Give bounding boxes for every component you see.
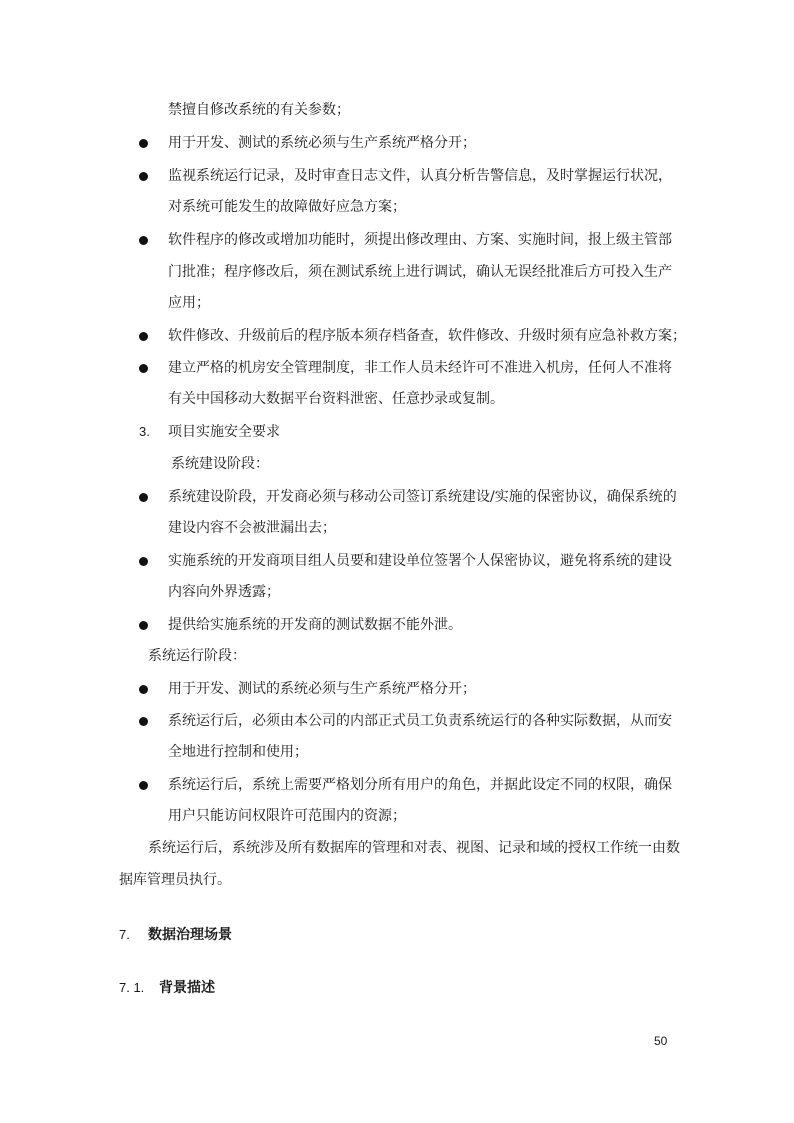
bullet-icon (139, 685, 148, 694)
page-number: 50 (654, 1034, 668, 1048)
phase-label-run: 系统运行阶段： (148, 648, 246, 664)
list-item: 系统运行后，系统上需要严格划分所有用户的角色，并据此设定不同的权限，确保 (168, 777, 672, 793)
bullet-icon (139, 781, 148, 790)
section-number: 7. (119, 927, 130, 942)
bullet-icon (139, 172, 148, 181)
continuation-line: 禁擅自修改系统的有关参数； (168, 102, 350, 118)
bullet-icon (139, 236, 148, 245)
subsection-number: 7. 1. (119, 980, 145, 995)
bullet-icon (139, 621, 148, 630)
list-item: 用于开发、测试的系统必须与生产系统严格分开； (168, 135, 476, 151)
list-item: 提供给实施系统的开发商的测试数据不能外泄。 (168, 617, 462, 633)
list-item: 软件修改、升级前后的程序版本须存档备查，软件修改、升级时须有应急补救方案； (168, 328, 686, 344)
list-item-continuation: 用户只能访问权限许可范围内的资源； (168, 808, 406, 824)
list-item-continuation: 建设内容不会被泄漏出去； (168, 520, 336, 536)
list-item-continuation: 应用； (168, 295, 210, 311)
bullet-icon (139, 717, 148, 726)
list-item-continuation: 全地进行控制和使用； (168, 744, 308, 760)
bullet-icon (139, 557, 148, 566)
bullet-icon (139, 364, 148, 373)
list-item: 监视系统运行记录，及时审查日志文件，认真分析告警信息，及时掌握运行状况， (168, 168, 672, 184)
bullet-icon (139, 139, 148, 148)
list-item: 用于开发、测试的系统必须与生产系统严格分开； (168, 681, 476, 697)
subsection-title: 背景描述 (159, 980, 215, 996)
list-item: 系统建设阶段，开发商必须与移动公司签订系统建设/实施的保密协议，确保系统的 (168, 489, 677, 505)
list-item-continuation: 对系统可能发生的故障做好应急方案； (168, 199, 406, 215)
list-item-continuation: 门批准；程序修改后，须在测试系统上进行调试，确认无误经批准后方可投入生产 (168, 264, 672, 280)
list-item: 实施系统的开发商项目组人员要和建设单位签署个人保密协议，避免将系统的建设 (168, 553, 672, 569)
section-title: 数据治理场景 (148, 927, 232, 943)
list-item-continuation: 内容向外界透露； (168, 584, 280, 600)
bullet-icon (139, 332, 148, 341)
list-item-continuation: 有关中国移动大数据平台资料泄密、任意抄录或复制。 (168, 391, 504, 407)
paragraph-line: 据库管理员执行。 (119, 872, 231, 888)
list-item: 建立严格的机房安全管理制度，非工作人员未经许可不准进入机房，任何人不准将 (168, 360, 672, 376)
bullet-icon (139, 493, 148, 502)
numbered-item-title: 项目实施安全要求 (168, 424, 280, 440)
phase-label-build: 系统建设阶段： (171, 456, 269, 472)
list-number: 3. (139, 424, 150, 439)
list-item: 软件程序的修改或增加功能时，须提出修改理由、方案、实施时间，报上级主管部 (168, 232, 672, 248)
paragraph-line: 系统运行后，系统涉及所有数据库的管理和对表、视图、记录和域的授权工作统一由数 (148, 840, 680, 856)
list-item: 系统运行后，必须由本公司的内部正式员工负责系统运行的各种实际数据，从而安 (168, 713, 672, 729)
